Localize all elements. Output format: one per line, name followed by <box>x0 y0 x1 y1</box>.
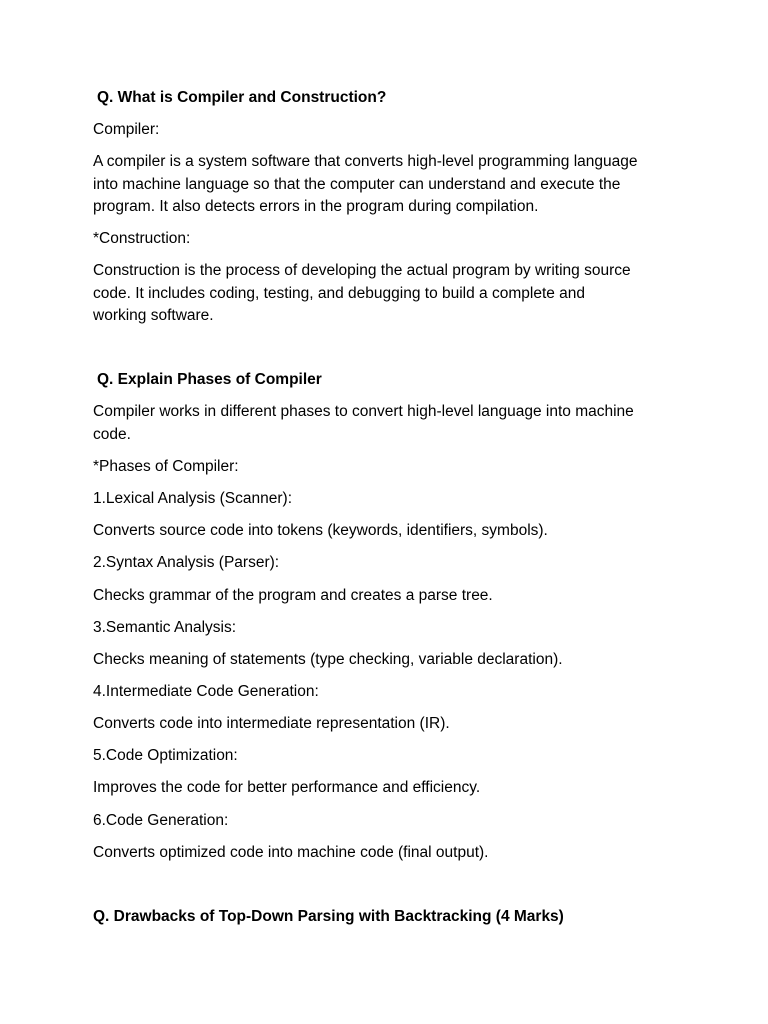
compiler-text-line: into machine language so that the computer can understand and execute the <box>93 176 621 193</box>
compiler-text-line: program. It also detects errors in the program during compilation. <box>93 198 539 215</box>
phase-title: 5.Code Optimization: <box>93 747 238 764</box>
phase-title: 2.Syntax Analysis (Parser): <box>93 554 280 571</box>
section-heading-phases: Q. Explain Phases of Compiler <box>97 371 322 388</box>
section-heading-drawbacks: Q. Drawbacks of Top-Down Parsing with Backtracking (4 Marks) <box>93 908 564 925</box>
phases-intro-line: Compiler works in different phases to convert high-level language into machine <box>93 403 634 420</box>
construction-text-line: code. It includes coding, testing, and debugging to build a complete and <box>93 285 586 302</box>
phases-intro-line: code. <box>93 426 131 443</box>
compiler-text-line: A compiler is a system software that converts high-level programming language <box>93 153 638 170</box>
phase-description: Checks grammar of the program and creates a parse tree. <box>93 587 493 604</box>
phases-label: *Phases of Compiler: <box>93 458 239 475</box>
phase-title: 6.Code Generation: <box>93 812 229 829</box>
section-heading-compiler-construction: Q. What is Compiler and Construction? <box>97 89 387 106</box>
phase-title: 3.Semantic Analysis: <box>93 619 237 636</box>
phase-title: 4.Intermediate Code Generation: <box>93 683 319 700</box>
phase-description: Converts code into intermediate representation (IR). <box>93 715 450 732</box>
phase-description: Converts source code into tokens (keywords, identifiers, symbols). <box>93 522 548 539</box>
construction-text-line: Construction is the process of developing the actual program by writing source <box>93 262 631 279</box>
phase-title: 1.Lexical Analysis (Scanner): <box>93 490 293 507</box>
phase-description: Checks meaning of statements (type checking, variable declaration). <box>93 651 563 668</box>
phase-description: Converts optimized code into machine code (final output). <box>93 844 489 861</box>
compiler-label: Compiler: <box>93 121 160 138</box>
construction-label: *Construction: <box>93 230 191 247</box>
phase-description: Improves the code for better performance and efficiency. <box>93 779 481 796</box>
construction-text-line: working software. <box>93 307 214 324</box>
